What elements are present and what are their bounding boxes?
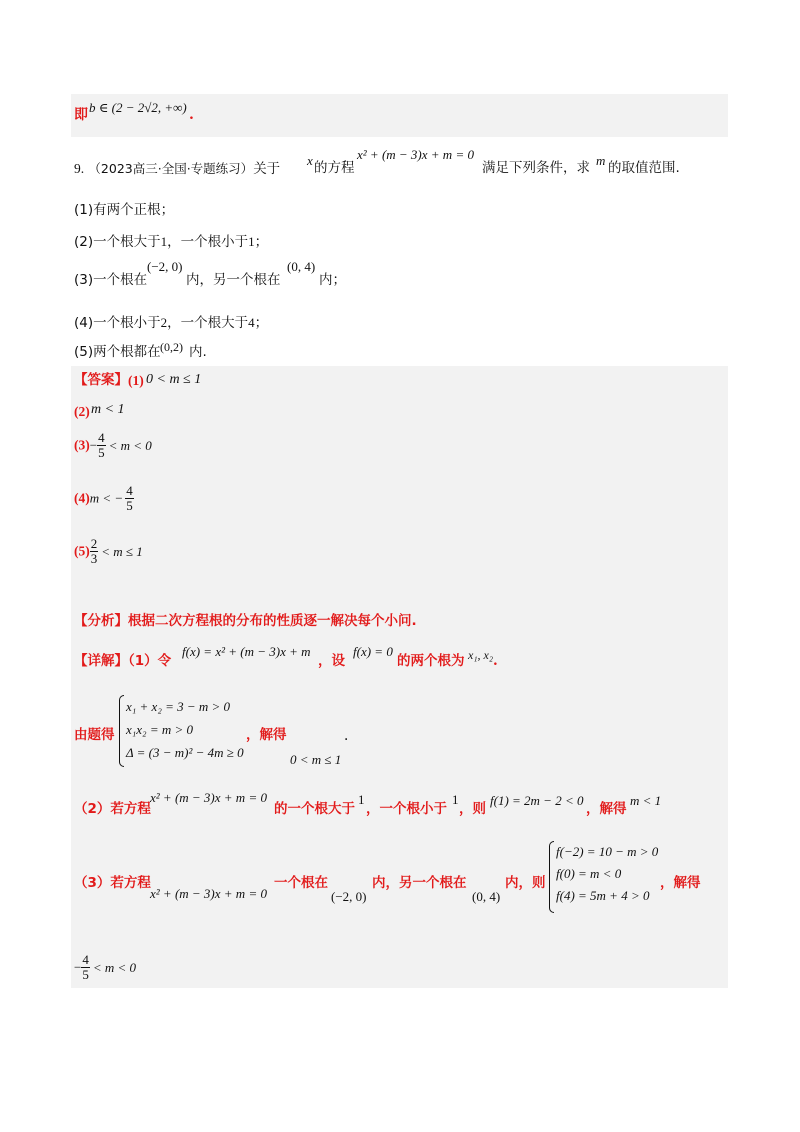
sys1-mid: ，解得	[246, 727, 287, 743]
detail-p2-f: f(1) = 2m − 2 < 0	[490, 793, 584, 808]
sys1-prefix: 由题得	[74, 727, 115, 743]
sys1-line-1: x₁ + x₂ = 3 − m > 0	[126, 699, 231, 714]
condition-2-label: (2)一个根大于	[74, 234, 161, 250]
res3-frac-num: 4	[82, 952, 89, 967]
detail-p1-eq: f(x) = 0	[353, 644, 393, 659]
sys1-end: .	[344, 728, 349, 744]
condition-4-v2: 4	[248, 315, 255, 330]
detail-p3-e: ，解得	[660, 875, 701, 891]
question-stem	[74, 162, 280, 177]
answer-3-frac-den: 5	[98, 444, 105, 460]
condition-5-end: 内.	[189, 344, 207, 360]
answer-4-frac-den: 5	[126, 497, 133, 513]
detail-p3-d: 内，则	[505, 875, 546, 891]
detail-p2-d: ，则	[459, 801, 486, 817]
sys3-line-1: f(−2) = 10 − m > 0	[556, 844, 659, 859]
question-var-x: x	[307, 153, 313, 168]
question-text-4: 的取值范围.	[608, 160, 680, 176]
condition-3-mid: 内，另一个根在	[186, 272, 281, 288]
condition-4-v1: 2	[160, 315, 168, 330]
condition-2-v2: 1	[248, 234, 255, 249]
answer-1-num: (1)	[128, 373, 144, 388]
answer-5-rest: < m ≤ 1	[101, 543, 143, 559]
question-number: 9.	[74, 161, 85, 176]
answer-5-fraction	[90, 537, 99, 565]
analysis-text: 根据二次方程根的分布的性质逐一解决每个小问.	[128, 613, 417, 629]
answer-3-frac-num: 4	[98, 430, 105, 445]
detail-p2-c: ，一个根小于	[366, 801, 447, 817]
detail-heading	[74, 655, 171, 669]
detail-heading-label: 【详解】	[74, 653, 128, 669]
res3-frac-den: 5	[82, 966, 89, 982]
detail-p2-e: ，解得	[586, 801, 627, 817]
detail-p1-c: 的两个根为	[397, 653, 465, 669]
condition-2-mid: ，一个根小于	[167, 234, 249, 250]
condition-5-label: (5)两个根都在	[74, 344, 161, 360]
sys3-line-3: f(4) = 5m + 4 > 0	[556, 888, 650, 903]
detail-p2-a: （2）若方程	[74, 801, 151, 817]
detail-p2-v1: 1	[358, 792, 365, 807]
condition-1: (1)有两个正根；	[74, 202, 175, 218]
answer-heading: 【答案】	[74, 372, 128, 388]
condition-4-mid: ，一个根大于	[167, 315, 249, 331]
sys3-brace	[549, 841, 554, 913]
detail-p2-v2: 1	[452, 792, 459, 807]
answer-2-num: (2)	[74, 404, 90, 419]
detail-p3-i1: (−2, 0)	[331, 889, 367, 904]
res3-rest: < m < 0	[92, 959, 137, 975]
condition-5-v1: (0,2)	[160, 340, 183, 354]
condition-3-label: (3)一个根在	[74, 272, 148, 288]
condition-2-end: ；	[254, 234, 269, 250]
condition-2	[74, 235, 268, 250]
answer-3	[74, 431, 152, 459]
detail-p3-result	[74, 953, 136, 981]
condition-2-v1: 1	[160, 234, 168, 249]
sys1-brace	[119, 695, 124, 767]
answer-3-neg: −	[89, 437, 98, 453]
sys1-result: 0 < m ≤ 1	[290, 752, 342, 767]
answer-5-frac-den: 3	[90, 550, 98, 566]
answer-4	[74, 484, 134, 512]
question-text-1: 关于	[253, 161, 281, 177]
question-source: （2023高三·全国·专题练习）	[88, 161, 254, 176]
answer-2-math: m < 1	[91, 402, 125, 417]
detail-p1-f: f(x) = x² + (m − 3)x + m	[182, 644, 311, 659]
condition-3-v1: (−2, 0)	[147, 259, 183, 274]
answer-4-num: (4)	[74, 490, 90, 506]
question-equation: x² + (m − 3)x + m = 0	[357, 147, 474, 162]
detail-p3-a: （3）若方程	[74, 875, 151, 891]
detail-p1-a: （1）令	[128, 653, 172, 669]
top-suffix: .	[189, 107, 194, 123]
top-math: b ∈ (2 − 2√2, +∞)	[89, 100, 187, 115]
detail-p3-c: 内，另一个根在	[372, 875, 467, 891]
condition-3-v2: (0, 4)	[287, 259, 316, 274]
condition-4	[74, 316, 268, 331]
detail-p2-eq: x² + (m − 3)x + m = 0	[150, 790, 267, 805]
answer-5-num: (5)	[74, 543, 90, 559]
detail-p2-res: m < 1	[630, 793, 662, 808]
detail-p1-b: ，设	[318, 653, 345, 669]
analysis-heading: 【分析】	[74, 613, 128, 629]
res3-fraction	[81, 953, 90, 981]
answer-5	[74, 537, 143, 565]
answer-4-fraction	[125, 484, 134, 512]
answer-4-pre: m < −	[89, 490, 124, 506]
condition-4-end: ；	[254, 315, 269, 331]
answer-3-rest: < m < 0	[108, 437, 152, 453]
condition-3-end: 内；	[319, 272, 346, 288]
sys1-line-3: Δ = (3 − m)² − 4m ≥ 0	[126, 745, 244, 760]
analysis-line	[74, 615, 417, 629]
res3-neg: −	[74, 959, 82, 975]
detail-p1-roots: x₁, x₂	[468, 648, 493, 662]
answer-5-frac-num: 2	[90, 536, 98, 551]
answer-1-math: 0 < m ≤ 1	[146, 372, 202, 387]
answer-3-num: (3)	[74, 437, 90, 453]
sys3-line-2: f(0) = m < 0	[556, 866, 622, 881]
question-text-3: 满足下列条件，求	[482, 160, 590, 176]
top-prefix: 即	[74, 107, 88, 123]
question-text-2: 的方程	[314, 160, 355, 176]
detail-p2-b: 的一个根大于	[274, 801, 355, 817]
detail-p3-eq: x² + (m − 3)x + m = 0	[150, 886, 267, 901]
detail-p1-d: .	[493, 653, 498, 669]
detail-p3-b: 一个根在	[274, 875, 328, 891]
condition-4-label: (4)一个根小于	[74, 315, 161, 331]
question-var-m: m	[596, 153, 606, 168]
answer-3-fraction	[97, 431, 106, 459]
detail-p3-i2: (0, 4)	[472, 889, 501, 904]
sys1-line-2: x₁x₂ = m > 0	[126, 722, 194, 737]
answer-4-frac-num: 4	[126, 483, 133, 498]
